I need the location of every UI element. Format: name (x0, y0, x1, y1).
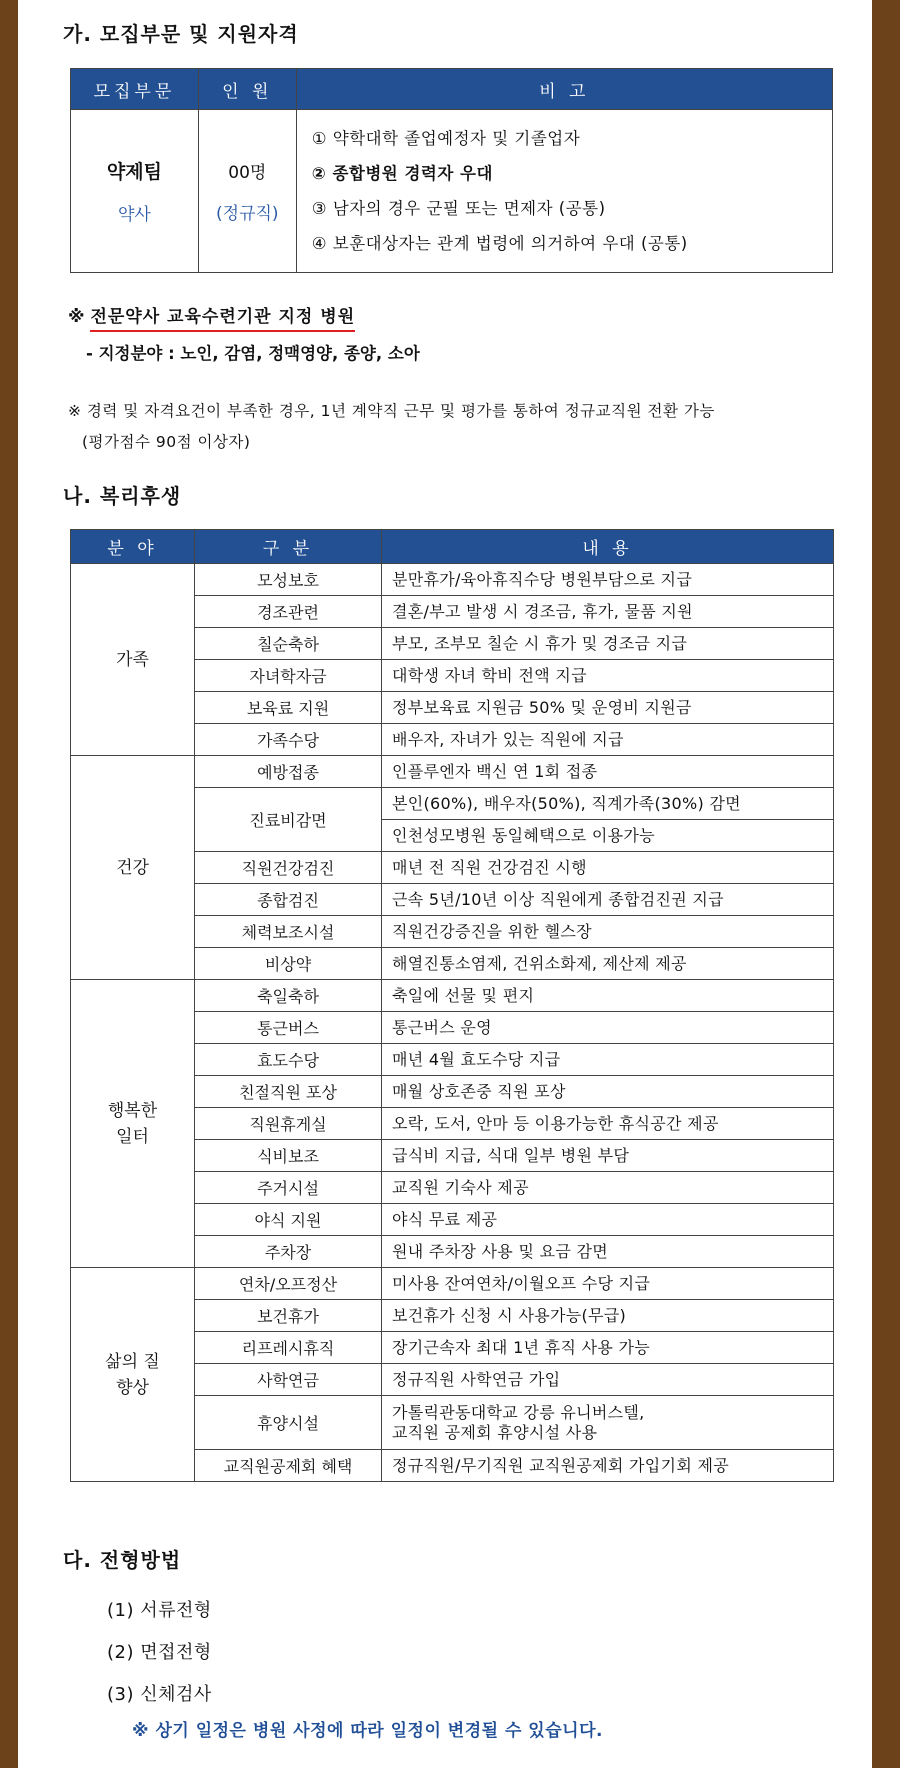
benefit-name: 주차장 (195, 1236, 382, 1268)
category-quality-of-life (71, 1268, 195, 1482)
benefit-desc: 원내 주차장 사용 및 요금 감면 (382, 1236, 834, 1268)
benefit-desc: 배우자, 자녀가 있는 직원에 지급 (382, 724, 834, 756)
benefit-name: 비상약 (195, 948, 382, 980)
benefit-desc (382, 1396, 834, 1450)
benefit-name: 진료비감면 (195, 788, 382, 852)
benefit-name: 휴양시설 (195, 1396, 382, 1450)
benefit-name: 야식 지원 (195, 1204, 382, 1236)
benefit-desc: 본인(60%), 배우자(50%), 직계가족(30%) 감면 (382, 788, 834, 820)
benefit-name: 사학연금 (195, 1364, 382, 1396)
step-item: (1) 서류전형 (107, 1600, 212, 1621)
contract-note (68, 396, 715, 458)
special-designation (68, 302, 355, 327)
benefit-name: 교직원공제회 혜택 (195, 1450, 382, 1482)
category-line: 삶의 질 (105, 1351, 160, 1372)
header-remarks: 비 고 (296, 69, 832, 110)
benefit-name: 직원휴게실 (195, 1108, 382, 1140)
benefit-name: 경조관련 (195, 596, 382, 628)
benefit-name: 주거시설 (195, 1172, 382, 1204)
table-row (71, 564, 834, 596)
benefit-desc: 보건휴가 신청 시 사용가능(무급) (382, 1300, 834, 1332)
benefit-desc: 오락, 도서, 안마 등 이용가능한 휴식공간 제공 (382, 1108, 834, 1140)
header-content: 내 용 (382, 530, 834, 564)
contract-note-line1: ※ 경력 및 자격요건이 부족한 경우, 1년 계약직 근무 및 평가를 통하여 정규교직원 전환 가능 (68, 402, 715, 420)
benefit-desc: 분만휴가/육아휴직수당 병원부담으로 지급 (382, 564, 834, 596)
benefit-desc: 미사용 잔여연차/이월오프 수당 지급 (382, 1268, 834, 1300)
special-designation-title: 전문약사 교육수련기관 지정 병원 (90, 307, 355, 332)
benefit-desc-line: 교직원 공제회 휴양시설 사용 (392, 1422, 598, 1442)
headcount-cell (198, 110, 296, 273)
table-row (71, 980, 834, 1012)
benefit-desc-line: 가톨릭관동대학교 강릉 유니버스텔, (392, 1402, 645, 1422)
remark-item: ① 약학대학 졸업예정자 및 기졸업자 (311, 129, 581, 148)
benefit-name: 친절직원 포상 (195, 1076, 382, 1108)
header-department: 모집부문 (71, 69, 199, 110)
headcount-number: 00명 (228, 163, 267, 183)
designated-fields: - 지정분야 : 노인, 감염, 정맥영양, 종양, 소아 (86, 344, 420, 363)
benefit-desc: 결혼/부고 발생 시 경조금, 휴가, 물품 지원 (382, 596, 834, 628)
benefit-desc: 매년 전 직원 건강검진 시행 (382, 852, 834, 884)
department-role: 약사 (117, 205, 151, 225)
benefit-desc: 정규직원 사학연금 가입 (382, 1364, 834, 1396)
benefit-desc: 정부보육료 지원금 50% 및 운영비 지원금 (382, 692, 834, 724)
benefit-desc: 급식비 지급, 식대 일부 병원 부담 (382, 1140, 834, 1172)
table-row (71, 756, 834, 788)
header-category: 구 분 (195, 530, 382, 564)
step-item: (3) 신체검사 (107, 1684, 212, 1705)
employment-type: (정규직) (216, 204, 279, 224)
benefit-desc: 해열진통소염제, 건위소화제, 제산제 제공 (382, 948, 834, 980)
schedule-change-note: ※ 상기 일정은 병원 사정에 따라 일정이 변경될 수 있습니다. (132, 1721, 603, 1741)
benefit-desc: 장기근속자 최대 1년 휴직 사용 가능 (382, 1332, 834, 1364)
benefit-desc: 대학생 자녀 학비 전액 지급 (382, 660, 834, 692)
benefit-name: 모성보호 (195, 564, 382, 596)
section-c-title: 다. 전형방법 (63, 1548, 182, 1572)
remarks-list (298, 111, 831, 271)
benefit-name: 직원건강검진 (195, 852, 382, 884)
benefit-name: 자녀학자금 (195, 660, 382, 692)
category-family: 가족 (71, 564, 195, 756)
department-cell (71, 110, 199, 273)
section-a-title: 가. 모집부문 및 지원자격 (63, 22, 299, 46)
benefit-desc: 인플루엔자 백신 연 1회 접종 (382, 756, 834, 788)
benefit-name: 보육료 지원 (195, 692, 382, 724)
benefit-desc: 근속 5년/10년 이상 직원에게 종합검진권 지급 (382, 884, 834, 916)
selection-steps (107, 1590, 212, 1716)
step-item: (2) 면접전형 (107, 1642, 212, 1663)
benefit-name: 예방접종 (195, 756, 382, 788)
benefit-desc: 교직원 기숙사 제공 (382, 1172, 834, 1204)
benefits-table (70, 529, 834, 1482)
table-row (71, 1268, 834, 1300)
benefit-name: 연차/오프정산 (195, 1268, 382, 1300)
header-field: 분 야 (71, 530, 195, 564)
benefit-desc: 부모, 조부모 칠순 시 휴가 및 경조금 지급 (382, 628, 834, 660)
reference-mark: ※ (68, 307, 85, 327)
category-health: 건강 (71, 756, 195, 980)
benefit-desc: 매년 4월 효도수당 지급 (382, 1044, 834, 1076)
category-line: 향상 (116, 1377, 149, 1398)
benefit-desc: 통근버스 운영 (382, 1012, 834, 1044)
category-line: 행복한 (107, 1100, 158, 1121)
remarks-cell (296, 110, 832, 273)
category-happy-workplace (71, 980, 195, 1268)
benefit-name: 식비보조 (195, 1140, 382, 1172)
benefit-name: 축일축하 (195, 980, 382, 1012)
benefit-name: 리프레시휴직 (195, 1332, 382, 1364)
benefit-name: 체력보조시설 (195, 916, 382, 948)
benefit-desc: 매월 상호존중 직원 포상 (382, 1076, 834, 1108)
header-headcount: 인 원 (198, 69, 296, 110)
section-b-title: 나. 복리후생 (63, 484, 182, 508)
contract-note-line2: (평가점수 90점 이상자) (82, 433, 251, 451)
benefit-name: 칠순축하 (195, 628, 382, 660)
category-line: 일터 (116, 1126, 149, 1147)
document-page (18, 0, 872, 1768)
recruitment-table (70, 68, 833, 273)
benefit-name: 보건휴가 (195, 1300, 382, 1332)
benefit-desc: 축일에 선물 및 편지 (382, 980, 834, 1012)
benefit-desc: 직원건강증진을 위한 헬스장 (382, 916, 834, 948)
benefit-desc: 야식 무료 제공 (382, 1204, 834, 1236)
benefit-desc: 정규직원/무기직원 교직원공제회 가입기회 제공 (382, 1450, 834, 1482)
benefit-name: 가족수당 (195, 724, 382, 756)
benefit-name: 효도수당 (195, 1044, 382, 1076)
remark-item: ④ 보훈대상자는 관계 법령에 의거하여 우대 (공통) (311, 234, 688, 253)
benefit-desc: 인천성모병원 동일혜택으로 이용가능 (382, 820, 834, 852)
benefit-name: 통근버스 (195, 1012, 382, 1044)
department-name: 약제팀 (106, 161, 162, 183)
remark-item: ③ 남자의 경우 군필 또는 면제자 (공통) (311, 199, 606, 218)
remark-item: ② 종합병원 경력자 우대 (311, 164, 493, 183)
benefit-name: 종합검진 (195, 884, 382, 916)
